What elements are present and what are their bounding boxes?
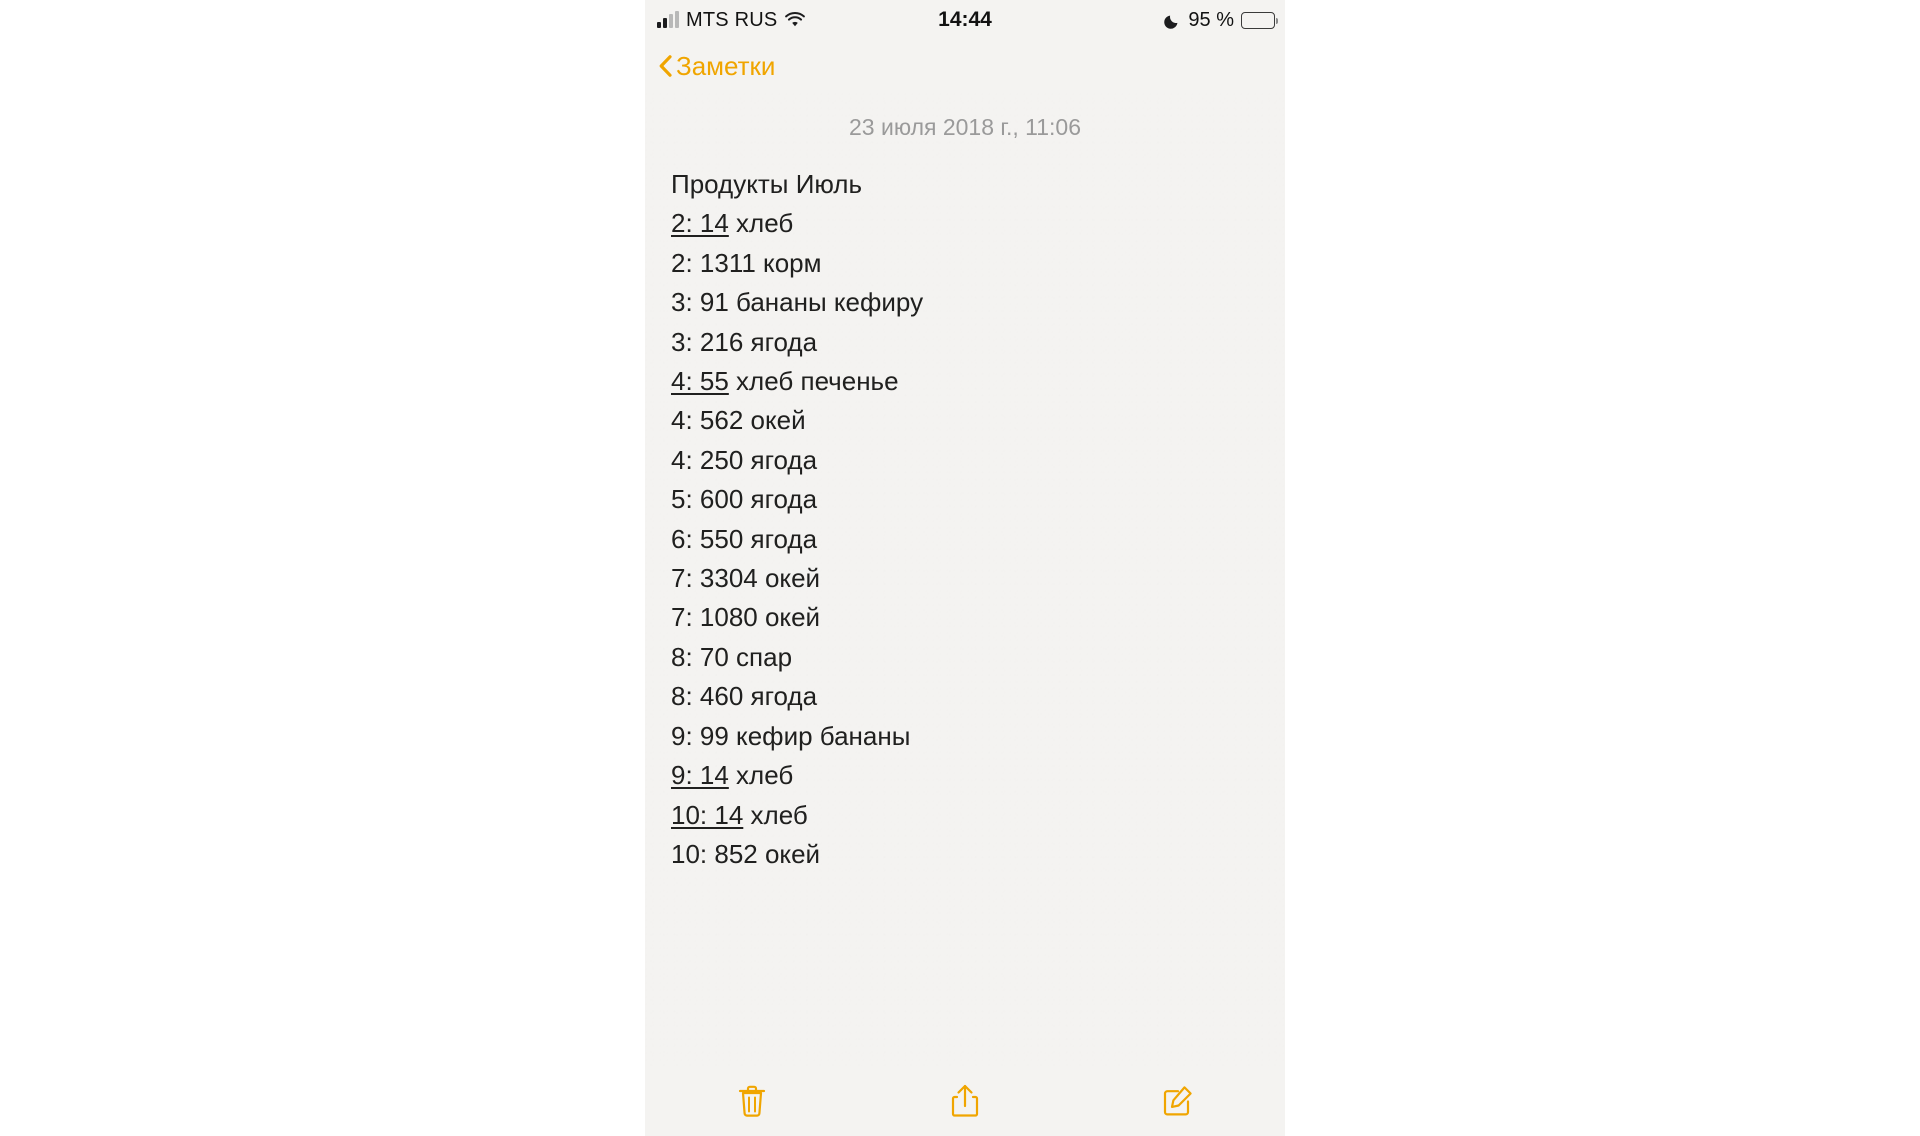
note-line: [671, 835, 1259, 869]
note-line-text: ягода: [743, 484, 818, 515]
share-note-button[interactable]: [933, 1073, 997, 1129]
note-line-text: спар: [728, 641, 793, 672]
note-line-text: хлеб печенье: [728, 366, 899, 397]
note-line-text: ягода: [743, 444, 818, 475]
note-line: [671, 401, 1259, 440]
note-line: [671, 559, 1259, 598]
note-line: [671, 598, 1259, 637]
note-line-text: ягода: [743, 326, 818, 357]
note-line-prefix: 3: 91: [671, 287, 729, 318]
note-line: [671, 677, 1259, 716]
note-line-prefix: 10: 852: [671, 838, 758, 869]
note-line-text: окей: [743, 405, 806, 436]
note-line-prefix: 2: 1311: [671, 247, 756, 278]
note-line: [671, 441, 1259, 480]
note-line-text: бананы кефиру: [728, 287, 924, 318]
note-line-prefix: 2: 14: [671, 208, 729, 239]
note-line-prefix: 4: 55: [671, 366, 729, 397]
note-line: [671, 244, 1259, 283]
note-line-prefix: 4: 250: [671, 444, 744, 475]
note-line: [671, 480, 1259, 519]
note-line-prefix: 4: 562: [671, 405, 744, 436]
note-line-prefix: 7: 3304: [671, 563, 758, 594]
note-line: [671, 638, 1259, 677]
note-line-text: хлеб: [728, 208, 794, 239]
note-line-prefix: 9: 14: [671, 760, 729, 791]
trash-icon: [736, 1083, 768, 1119]
note-line: [671, 204, 1259, 243]
note-line-text: корм: [755, 247, 822, 278]
note-line-prefix: 8: 460: [671, 681, 744, 712]
note-line: [671, 283, 1259, 322]
note-line: [671, 323, 1259, 362]
note-line-prefix: 3: 216: [671, 326, 744, 357]
note-line-prefix: 5: 600: [671, 484, 744, 515]
chevron-left-icon: [659, 55, 672, 77]
back-to-notes-button[interactable]: [659, 51, 775, 82]
note-title: Продукты Июль: [671, 169, 863, 199]
share-icon: [950, 1083, 980, 1119]
status-bar: [645, 0, 1285, 40]
back-button-label: Заметки: [676, 50, 776, 81]
phone-screen: [645, 0, 1285, 1136]
note-line: [671, 520, 1259, 559]
status-bar-right: [1164, 0, 1275, 40]
carrier-label: MTS RUS: [686, 8, 778, 31]
note-line-prefix: 8: 70: [671, 641, 729, 672]
note-line-prefix: 9: 99: [671, 720, 729, 751]
note-line-text: ягода: [743, 523, 818, 554]
note-line: [671, 362, 1259, 401]
note-line-text: окей: [757, 838, 821, 869]
status-bar-clock: 14:44: [938, 8, 992, 31]
note-line-text: хлеб: [728, 760, 794, 791]
compose-note-button[interactable]: [1146, 1073, 1210, 1129]
note-line-prefix: 6: 550: [671, 523, 744, 554]
note-line-text: окей: [757, 602, 821, 633]
note-line-text: хлеб: [743, 799, 808, 830]
navigation-bar: [645, 40, 1285, 92]
note-line: [671, 796, 1259, 835]
note-line-text: окей: [757, 563, 821, 594]
note-timestamp: 23 июля 2018 г., 11:06: [849, 114, 1081, 140]
battery-percent-label: 95 %: [1188, 8, 1234, 31]
delete-note-button[interactable]: [720, 1073, 784, 1129]
moon-icon: [1164, 12, 1181, 29]
note-line-text: кефир бананы: [728, 720, 911, 751]
note-line-list: [671, 204, 1259, 869]
compose-icon: [1162, 1084, 1194, 1118]
note-line-prefix: 10: 14: [671, 799, 744, 830]
note-line-text: ягода: [743, 681, 818, 712]
note-line: [671, 756, 1259, 795]
note-toolbar: [645, 1066, 1285, 1136]
note-line-prefix: 7: 1080: [671, 602, 758, 633]
note-content[interactable]: [645, 92, 1285, 1066]
note-line: [671, 717, 1259, 756]
battery-icon: [1241, 12, 1275, 29]
